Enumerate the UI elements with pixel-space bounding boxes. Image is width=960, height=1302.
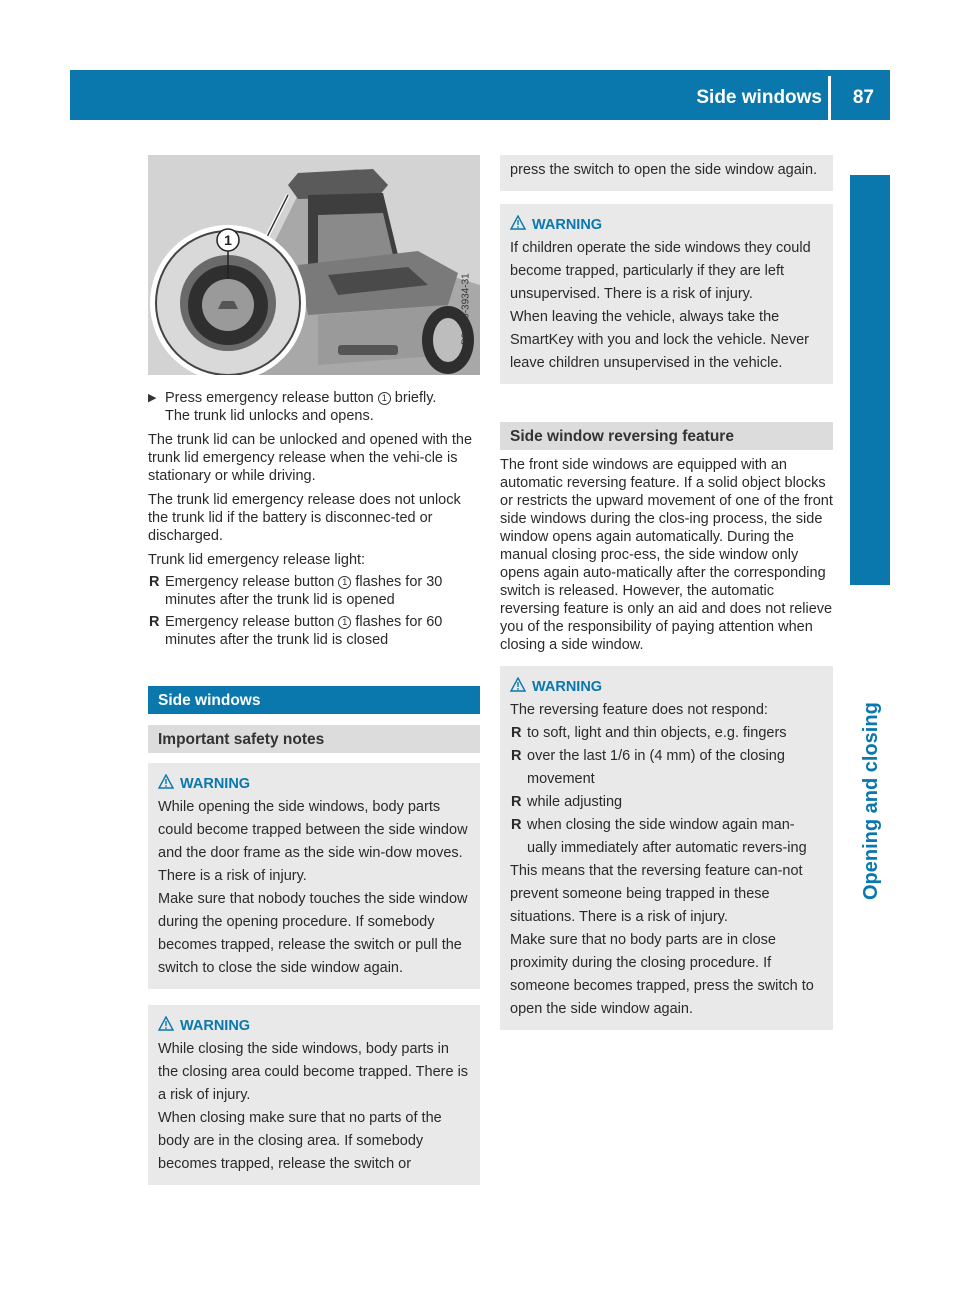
- warning-box: [148, 1005, 480, 1185]
- warning-header: [158, 1015, 470, 1038]
- bullet-text: Emergency release button: [165, 614, 339, 630]
- bullet-icon: R: [149, 614, 160, 630]
- bullet-text: flashes for 60 minutes after the trunk lid is closed: [165, 614, 443, 648]
- paragraph: The trunk lid can be unlocked and opened with the trunk lid emergency release when the vehi-cle is stationary or while driving.: [148, 432, 473, 484]
- step-text-before: Press emergency release button: [165, 390, 378, 406]
- warning-title: WARNING: [532, 217, 603, 233]
- bullet-icon: R: [149, 574, 160, 590]
- warning-continuation: [500, 155, 833, 191]
- warning-triangle-icon: [510, 215, 526, 230]
- step-text-after: briefly.: [390, 390, 437, 406]
- list-item: [510, 814, 823, 860]
- step-arrow-icon: ▶: [148, 392, 157, 404]
- step-result: The trunk lid unlocks and opens.: [165, 408, 374, 424]
- callout-marker-icon: 1: [338, 576, 351, 589]
- right-column: [500, 155, 833, 1030]
- chapter-label-text: Opening and closing: [860, 702, 882, 900]
- bullet-text: when closing the side window again man-ually immediately after automatic revers-ing: [527, 817, 807, 856]
- list-item: [148, 573, 480, 609]
- warning-text: When closing make sure that no parts of the body are in the closing area. If somebody becomes trapped, release the switch or: [158, 1110, 442, 1172]
- list-item: [510, 745, 823, 791]
- bullet-text: while adjusting: [527, 794, 623, 810]
- bullet-text: to soft, light and thin objects, e.g. fingers: [527, 725, 787, 741]
- list-item: [510, 791, 823, 814]
- warning-text: If children operate the side windows they could become trapped, particularly if they are left unsupervised. There is a risk of injury.: [510, 240, 811, 302]
- bullet-text: Emergency release button: [165, 574, 339, 590]
- figure-code: P80.20-3934-31: [461, 273, 472, 345]
- warning-text: When leaving the vehicle, always take the SmartKey with you and lock the vehicle. Never leave children unsupervised in the vehicle.: [510, 309, 809, 371]
- paragraph: The trunk lid emergency release does not unlock the trunk lid if the battery is disconnec-ted or discharged.: [148, 492, 461, 544]
- warning-text: This means that the reversing feature can-not prevent someone being trapped in these situations. There is a risk of injury.: [510, 863, 803, 925]
- warning-box: [500, 204, 833, 384]
- warning-text: The reversing feature does not respond:: [510, 702, 768, 718]
- sub-heading: Side window reversing feature: [500, 422, 833, 450]
- left-column: [148, 155, 480, 1185]
- bullet-text: flashes for 30 minutes after the trunk lid is opened: [165, 574, 443, 608]
- bullet-icon: R: [511, 794, 522, 810]
- bullet-icon: R: [511, 748, 522, 764]
- bullet-icon: R: [511, 817, 522, 833]
- warning-title: WARNING: [532, 679, 603, 695]
- paragraph: The front side windows are equipped with an automatic reversing feature. If a solid object blocks or restricts the upward movement of one of the front side windows during the clos-ing process, the side window opens again automatically. During the manual closing proc-ess, the side window only opens again auto-matically after the corresponding switch is released. However, the automatic reversing feature is only an aid and does not relieve you of the responsibility of paying attention when closing a side window.: [500, 457, 833, 653]
- warning-box: [500, 666, 833, 1030]
- paragraph: Trunk lid emergency release light:: [148, 552, 366, 568]
- bullet-text: over the last 1/6 in (4 mm) of the closing movement: [527, 748, 785, 787]
- figure-callout-1: 1: [224, 232, 232, 248]
- chapter-tab: [850, 175, 890, 585]
- warning-header: [510, 676, 823, 699]
- warning-header: [158, 773, 470, 796]
- warning-box: [148, 763, 480, 989]
- warning-text: While closing the side windows, body parts in the closing area could become trapped. There is a risk of injury.: [158, 1041, 469, 1103]
- header-title: Side windows: [696, 87, 822, 108]
- header-separator: [828, 76, 831, 120]
- page-header: [70, 70, 890, 120]
- warning-text: Make sure that nobody touches the side window during the opening procedure. If somebody becomes trapped, release the switch or pull the switch to close the side window again.: [158, 891, 468, 976]
- trunk-figure: [148, 155, 480, 375]
- warning-triangle-icon: [158, 1016, 174, 1031]
- warning-text: While opening the side windows, body parts could become trapped between the side window and the door frame as the side win-dow moves. There is a risk of injury.: [158, 799, 468, 884]
- list-item: [148, 613, 480, 649]
- chapter-label: [858, 600, 888, 900]
- warning-text: press the switch to open the side window again.: [510, 162, 818, 178]
- instruction-step: [148, 389, 480, 425]
- warning-triangle-icon: [510, 677, 526, 692]
- warning-title: WARNING: [180, 1018, 251, 1034]
- section-heading: Side windows: [148, 686, 480, 714]
- trunk-illustration: [148, 155, 480, 375]
- warning-header: [510, 214, 823, 237]
- sub-heading: Important safety notes: [148, 725, 480, 753]
- warning-text: Make sure that no body parts are in close proximity during the closing procedure. If someone becomes trapped, press the switch to open the side window again.: [510, 932, 814, 1017]
- bullet-icon: R: [511, 725, 522, 741]
- warning-title: WARNING: [180, 776, 251, 792]
- page-number: 87: [852, 87, 874, 108]
- callout-marker-icon: 1: [378, 392, 391, 405]
- list-item: [510, 722, 823, 745]
- warning-triangle-icon: [158, 774, 174, 789]
- callout-marker-icon: 1: [338, 616, 351, 629]
